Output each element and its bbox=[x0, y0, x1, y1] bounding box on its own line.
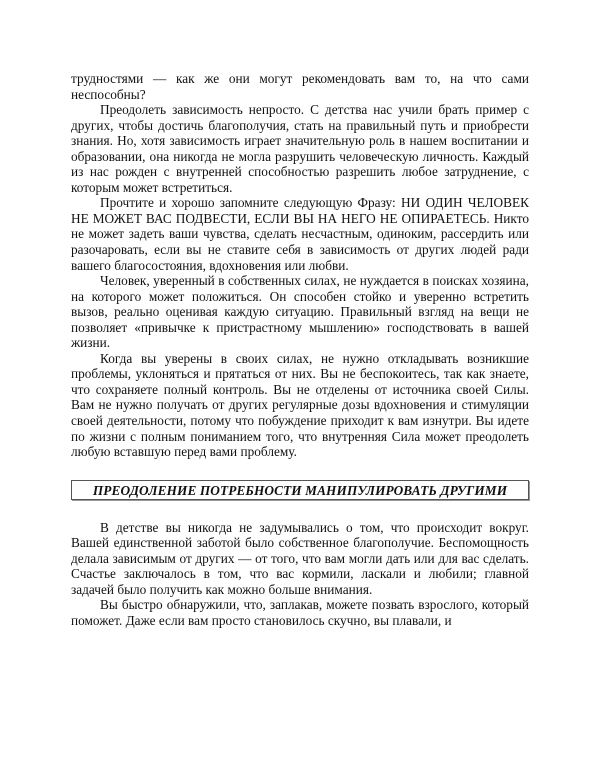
paragraph: Прочтите и хорошо запомните следующую Фразу: НИ ОДИН ЧЕЛОВЕК НЕ МОЖЕТ ВАС ПОДВЕСТИ, ЕСЛИ ВЫ НА НЕГО НЕ ОПИРАЕТЕСЬ. Никто не может задеть ваши чувства, сделать несчастным, одиноким, рассердить или разочаровать, если вы не ставите себя в зависимость от других людей ради вашего благосостояния, вдохновения или любви. bbox=[71, 195, 529, 273]
section-manipulation-text bbox=[71, 520, 529, 629]
paragraph: Преодолеть зависимость непросто. С детства нас учили брать пример с других, чтобы достичь благополучия, стать на правильный путь и приобрести знания. Но, хотя зависимость играет значительную роль в нашем воспитании и образовании, она никогда не могла разрушить человеческую личность. Каждый из нас рожден с внутренней способностью разрешить любое затруднение, с которым может встретиться. bbox=[71, 102, 529, 195]
paragraph: Вы быстро обнаружили, что, заплакав, можете позвать взрослого, который поможет. Даже если вам просто становилось скучно, вы плавали, и bbox=[71, 597, 529, 628]
paragraph: Когда вы уверены в своих силах, не нужно откладывать возникшие проблемы, уклоняться и прятаться от них. Вы не беспокоитесь, так как знаете, что сохраняете полный контроль. Вы не отделены от источника своей Силы. Вам не нужно получать от других регулярные дозы вдохновения и стимуляции своей деятельности, потому что побуждение приходит к вам изнутри. Вы идете по жизни с полным пониманием того, что внутренняя Сила может преодолеть любую вставшую перед вами проблему. bbox=[71, 350, 529, 460]
section-dependence-text bbox=[71, 71, 529, 460]
paragraph: В детстве вы никогда не задумывались о том, что происходит вокруг. Вашей единственной заботой было собственное благополучие. Беспомощность делала зависимым от других — от того, что вам могли дать или для вас сделать. Счастье заключалось в том, что вас кормили, ласкали и любили; главной задачей было получить как можно больше внимания. bbox=[71, 519, 529, 597]
paragraph: Человек, уверенный в собственных силах, не нуждается в поисках хозяина, на которого может положиться. Он способен стойко и уверенно встретить вызов, реально оценивая каждую ситуацию. Правильный взгляд на вещи не позволяет «привычке к пристрастному мышлению» господствовать в вашей жизни. bbox=[71, 273, 529, 351]
paragraph-continuation: трудностями — как же они могут рекомендовать вам то, на что сами неспособны? bbox=[71, 71, 529, 102]
section-heading: ПРЕОДОЛЕНИЕ ПОТРЕБНОСТИ МАНИПУЛИРОВАТЬ ДРУГИМИ bbox=[71, 480, 529, 500]
